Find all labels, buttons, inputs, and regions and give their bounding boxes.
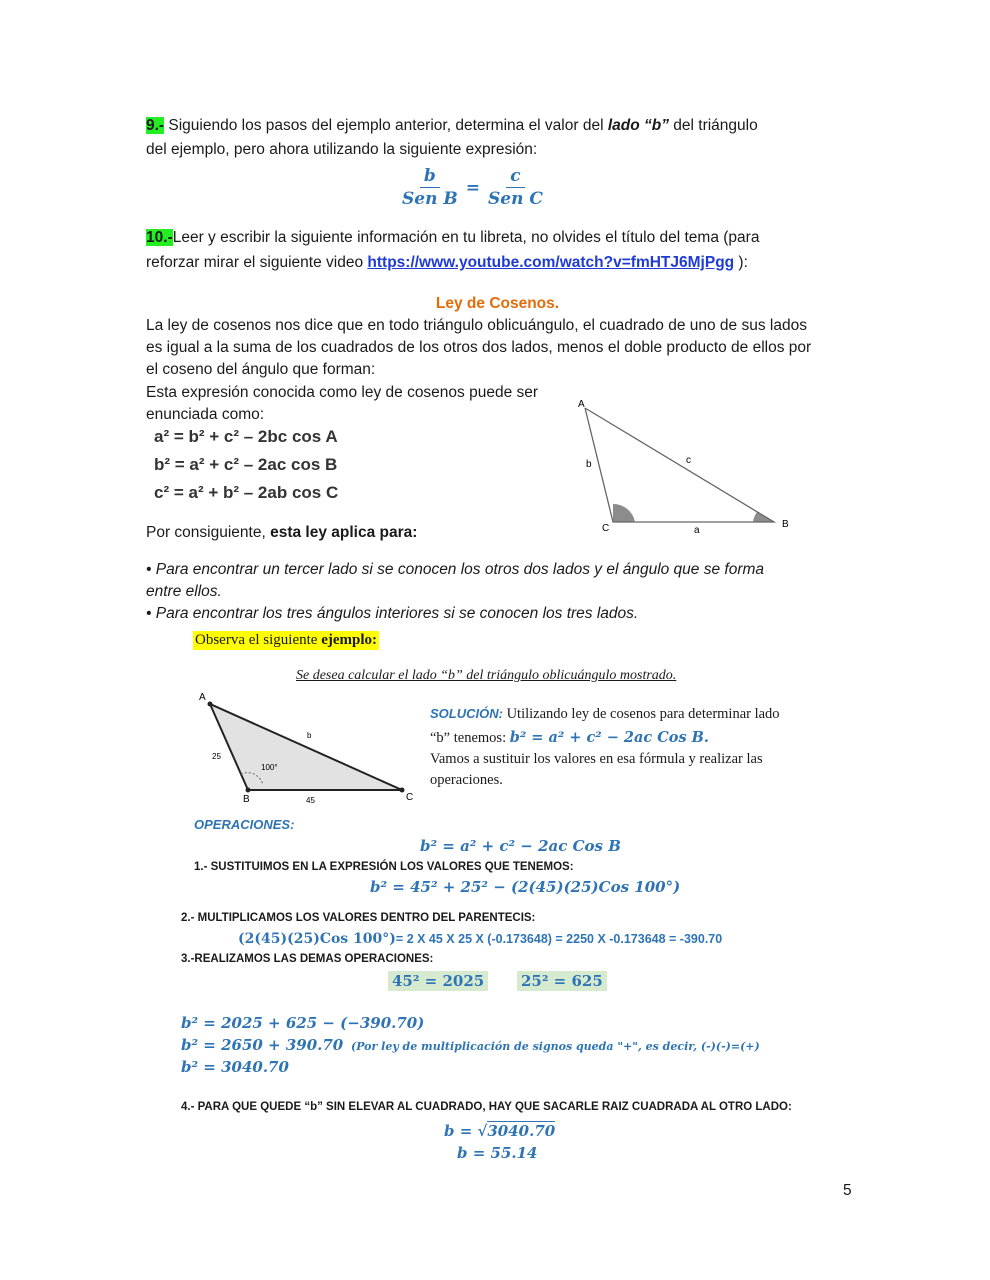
law-p1-line3: el coseno del ángulo que forman: (146, 361, 376, 378)
q9-formula (398, 166, 547, 209)
law-p1-line1: La ley de cosenos nos dice que en todo triángulo oblicuángulo, el cuadrado de uno de sus lados (146, 317, 807, 334)
vertex-dot-a (208, 702, 213, 707)
fraction-c-senc (484, 166, 547, 209)
step2: 2.- MULTIPLICAMOS LOS VALORES DENTRO DEL PARENTECIS: (181, 912, 536, 924)
vertex-b-label: B (243, 794, 250, 805)
formula-b: b² = a² + c² – 2ac cos B (154, 455, 338, 474)
sqrt-icon: √ (477, 1122, 488, 1140)
q9-emphasis: lado “b” (607, 117, 669, 134)
operations-label: OPERACIONES: (194, 817, 295, 832)
calc3: b² = 3040.70 (181, 1058, 289, 1076)
frac-num: b (420, 166, 440, 188)
sqrt-radicand: 3040.70 (487, 1122, 556, 1140)
side-a-label: a (694, 525, 700, 536)
youtube-link[interactable]: https://www.youtube.com/watch?v=fmHTJ6MjPgg (367, 254, 735, 271)
triangle-diagram (570, 392, 800, 537)
side-b-label: b (586, 459, 592, 470)
vertex-a-label: A (199, 692, 206, 703)
bullet-2: • Para encontrar los tres ángulos interiores si se conocen los tres lados. (146, 605, 639, 622)
heading-bold: ejemplo: (321, 632, 378, 648)
bullet-1: • Para encontrar un tercer lado si se conocen los otros dos lados y el ángulo que se forma (146, 561, 765, 578)
equals-sign: = (465, 177, 480, 198)
step3-box1: 45² = 2025 (388, 971, 488, 991)
example-subtitle: Se desea calcular el lado “b” del triángulo oblicuángulo mostrado. (296, 668, 677, 683)
frac-den: Sen B (402, 189, 458, 209)
step2-formula-a: (2(45)(25)Cos 100°) (238, 931, 396, 947)
angle-c-arc (613, 504, 635, 522)
frac-den: Sen C (488, 189, 543, 209)
frac-num: c (506, 166, 524, 188)
q10-text2: reforzar mirar el siguiente video (146, 254, 368, 271)
q9-number: 9.- (146, 117, 165, 134)
solution-formula: b² = a² + c² − 2ac Cos B. (509, 729, 709, 746)
page-number: 5 (843, 1182, 852, 1199)
q9-line2: del ejemplo, pero ahora utilizando la siguiente expresión: (146, 141, 538, 158)
q9-text-end: del triángulo (668, 117, 758, 134)
side-45-label: 45 (306, 796, 315, 805)
step4: 4.- PARA QUE QUEDE “b” SIN ELEVAR AL CUADRADO, HAY QUE SACARLE RAIZ CUADRADA AL OTRO LADO: (181, 1101, 792, 1113)
q10-text3: ): (734, 254, 748, 271)
vertex-dot-b (246, 788, 251, 793)
step3-box2: 25² = 625 (517, 971, 607, 991)
step3: 3.-REALIZAMOS LAS DEMAS OPERACIONES: (181, 953, 434, 965)
example-triangle-shape (210, 704, 402, 790)
solution-line3: Vamos a sustituir los valores en esa fórmula y realizar las (430, 751, 763, 767)
final-result: b = 55.14 (457, 1144, 538, 1162)
formula-main: b² = a² + c² − 2ac Cos B (420, 837, 621, 855)
q10-text: Leer y escribir la siguiente información en tu libreta, no olvides el título del tema (para (172, 229, 760, 246)
q9-text: Siguiendo los pasos del ejemplo anterior, determina el valor del (164, 117, 608, 134)
q10-line2 (146, 252, 748, 274)
example-triangle (195, 688, 420, 806)
q10-line1 (146, 227, 759, 249)
section-title: Ley de Cosenos. (435, 295, 560, 312)
conclusion-text: Por consiguiente, (146, 524, 271, 541)
formula-a: a² = b² + c² – 2bc cos A (154, 427, 338, 446)
step2-formula (238, 930, 722, 948)
fraction-b-senb (398, 166, 462, 209)
step1-formula: b² = 45² + 25² − (2(45)(25)Cos 100°) (370, 878, 681, 896)
solution-label: SOLUCIÓN: (430, 706, 503, 721)
solution-line2 (430, 729, 709, 747)
heading-text: Observa el siguiente (195, 632, 322, 648)
vertex-c-label: C (602, 523, 610, 534)
side-c-label: c (686, 455, 691, 466)
angle-label: 100° (261, 763, 278, 772)
q10-number: 10.- (146, 229, 173, 246)
solution-text: Utilizando ley de cosenos para determinar lado (502, 706, 780, 722)
side-25-label: 25 (212, 752, 221, 761)
conclusion (146, 522, 417, 544)
law-p2-line1: Esta expresión conocida como ley de cosenos puede ser (146, 384, 539, 401)
step2-formula-b: = 2 X 45 X 25 X (-0.173648) = 2250 X -0.173648 = -390.70 (395, 932, 723, 946)
vertex-c-label: C (406, 792, 414, 803)
solution-line1 (430, 706, 780, 723)
bullet-1-cont: entre ellos. (146, 583, 222, 600)
formula-c: c² = a² + b² – 2ab cos C (154, 483, 339, 502)
solution-line4: operaciones. (430, 772, 503, 788)
law-p1-line2: es igual a la suma de los cuadrados de los otros dos lados, menos el doble producto de ellos por (146, 339, 812, 356)
final-sqrt (444, 1122, 555, 1140)
q9-line1 (146, 115, 758, 137)
vertex-a-label: A (578, 399, 585, 410)
law-p2-line2: enunciada como: (146, 406, 265, 423)
final-lhs: b = (444, 1122, 478, 1140)
vertex-b-label: B (782, 519, 789, 530)
solution-text2: “b” tenemos: (430, 730, 510, 746)
side-b-label: b (307, 731, 312, 740)
calc2-note: (Por ley de multiplicación de signos queda "+", es decir, (-)(-)=(+) (351, 1040, 760, 1053)
vertex-dot-c (400, 788, 405, 793)
calc2: b² = 2650 + 390.70 (181, 1036, 344, 1054)
step1: 1.- SUSTITUIMOS EN LA EXPRESIÓN LOS VALORES QUE TENEMOS: (194, 861, 574, 873)
example-heading (193, 631, 379, 650)
calc1: b² = 2025 + 625 − (−390.70) (181, 1014, 425, 1032)
conclusion-bold: esta ley aplica para: (270, 524, 418, 541)
